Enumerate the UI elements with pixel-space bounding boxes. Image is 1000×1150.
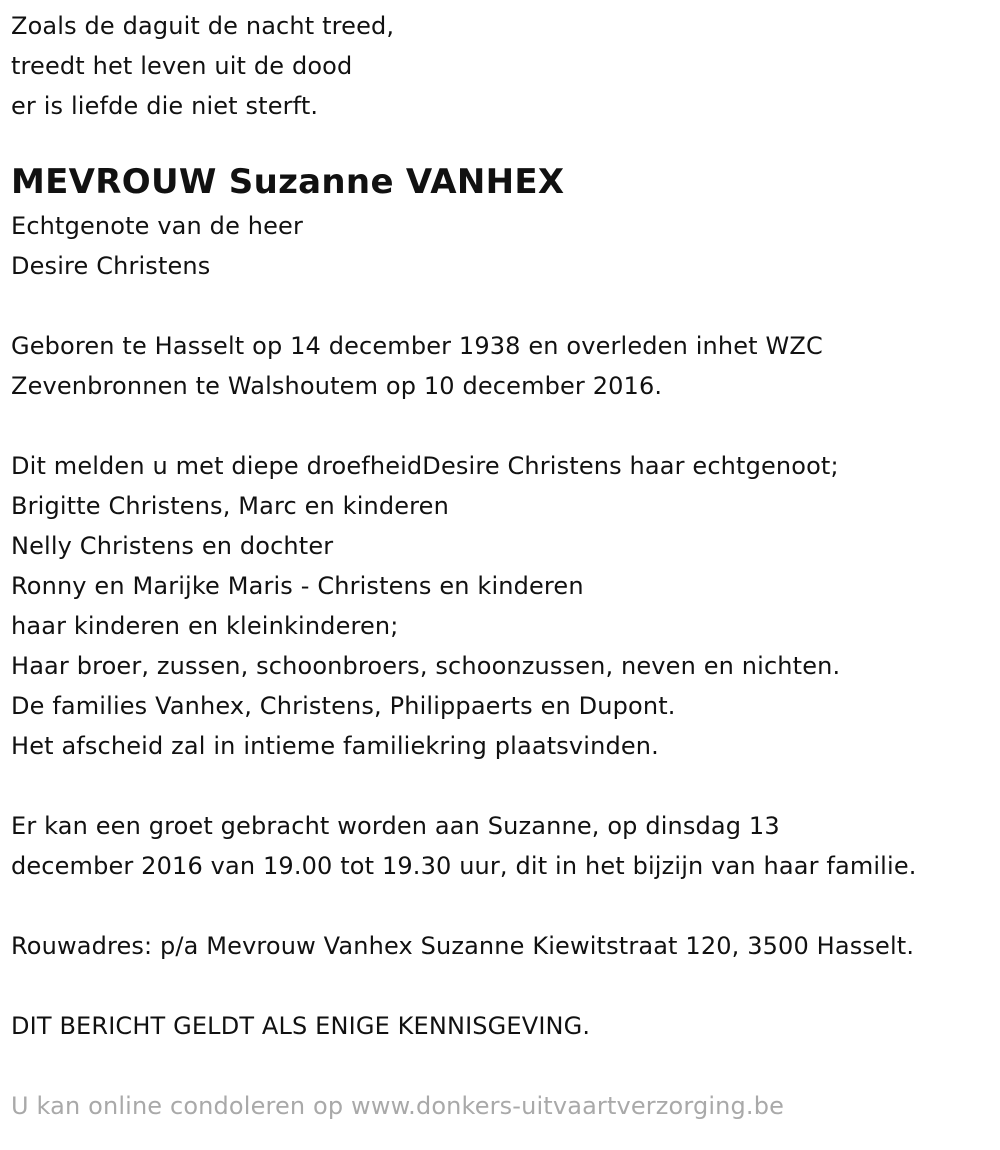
poem-line: er is liefde die niet sterft. xyxy=(11,92,319,120)
announcement-line: De families Vanhex, Christens, Philippaerts en Dupont. xyxy=(11,692,676,720)
obituary-notice xyxy=(11,6,996,1126)
poem-line: Zoals de daguit de nacht treed, xyxy=(11,12,395,40)
announcement-line: Haar broer, zussen, schoonbroers, schoonzussen, neven en nichten. xyxy=(11,652,841,680)
announcement-line: haar kinderen en kleinkinderen; xyxy=(11,612,399,640)
poem xyxy=(11,6,996,126)
announcement-line: Dit melden u met diepe droefheidDesire Christens haar echtgenoot; xyxy=(11,452,839,480)
announcement-line: Ronny en Marijke Maris - Christens en kinderen xyxy=(11,572,584,600)
family-announcement xyxy=(11,446,996,766)
online-condolence-note: U kan online condoleren op www.donkers-uitvaartverzorging.be xyxy=(11,1092,784,1120)
birth-death-line: Geboren te Hasselt op 14 december 1938 en overleden inhet WZC xyxy=(11,332,823,360)
poem-line: treedt het leven uit de dood xyxy=(11,52,353,80)
visitation-line: Er kan een groet gebracht worden aan Suzanne, op dinsdag 13 xyxy=(11,812,780,840)
announcement-line: Brigitte Christens, Marc en kinderen xyxy=(11,492,449,520)
visitation-line: december 2016 van 19.00 tot 19.30 uur, dit in het bijzijn van haar familie. xyxy=(11,852,917,880)
announcement-line: Nelly Christens en dochter xyxy=(11,532,334,560)
birth-death-info xyxy=(11,326,996,406)
birth-death-line: Zevenbronnen te Walshoutem op 10 december 2016. xyxy=(11,372,663,400)
spouse-line: Echtgenote van de heer xyxy=(11,212,303,240)
announcement-line: Het afscheid zal in intieme familiekring plaatsvinden. xyxy=(11,732,659,760)
sole-notice: DIT BERICHT GELDT ALS ENIGE KENNISGEVING. xyxy=(11,1012,591,1040)
spouse-line: Desire Christens xyxy=(11,252,211,280)
spouse-info xyxy=(11,206,996,286)
mourning-address: Rouwadres: p/a Mevrouw Vanhex Suzanne Kiewitstraat 120, 3500 Hasselt. xyxy=(11,932,915,960)
deceased-name: MEVROUW Suzanne VANHEX xyxy=(11,162,565,202)
visitation-info xyxy=(11,806,996,886)
